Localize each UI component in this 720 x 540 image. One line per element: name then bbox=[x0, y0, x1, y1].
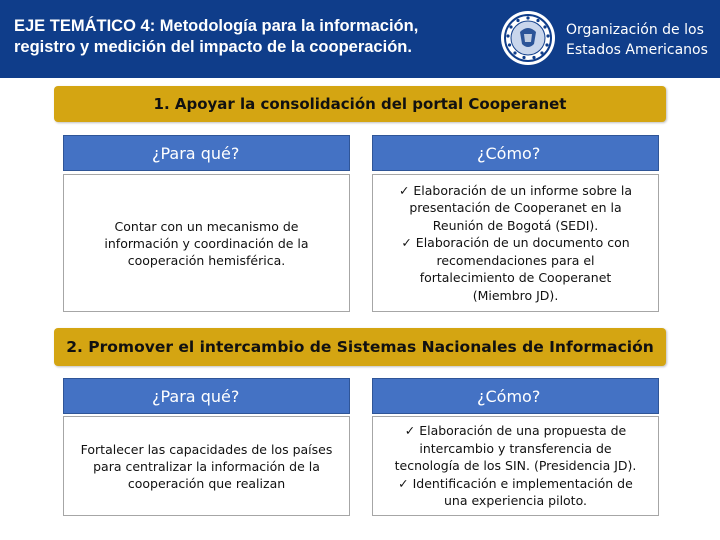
oas-seal-icon bbox=[500, 10, 556, 66]
section-2-para-que-text: Fortalecer las capacidades de los países para centralizar la información de la cooperación que realizan bbox=[80, 441, 333, 491]
section-2-como-item-1: ✓ Elaboración de una propuesta de intercambio y transferencia de tecnología de los SIN. (Presidencia JD). bbox=[394, 423, 637, 474]
section-2-banner: 2. Promover el intercambio de Sistemas Nacionales de Información bbox=[54, 328, 666, 366]
section-2-como-header: ¿Cómo? bbox=[372, 378, 659, 414]
section-1-para-que-text: Contar con un mecanismo de información y coordinación de la cooperación hemisférica. bbox=[104, 218, 309, 268]
org-name-line-2: Estados Americanos bbox=[566, 42, 708, 58]
section-1-como-list bbox=[399, 182, 632, 305]
section-1-como-box bbox=[372, 174, 659, 312]
section-2-como-item-2: ✓ Identificación e implementación de una experiencia piloto. bbox=[398, 475, 633, 509]
section-1-como-item-2: ✓ Elaboración de un documento con recomendaciones para el fortalecimiento de Cooperanet (Miembro JD). bbox=[401, 235, 630, 303]
section-1-para-que-header: ¿Para qué? bbox=[63, 135, 350, 171]
section-1-como-item-1: ✓ Elaboración de un informe sobre la presentación de Cooperanet en la Reunión de Bogotá (SEDI). bbox=[398, 182, 633, 233]
section-2-para-que-box bbox=[63, 416, 350, 516]
org-name-line-1: Organización de los bbox=[566, 22, 704, 38]
section-1-para-que-box bbox=[63, 174, 350, 312]
section-2-para-que-header: ¿Para qué? bbox=[63, 378, 350, 414]
section-1-como-header: ¿Cómo? bbox=[372, 135, 659, 171]
header-bar bbox=[0, 0, 720, 78]
section-2-como-list bbox=[395, 422, 637, 510]
page-title: EJE TEMÁTICO 4: Metodología para la información, registro y medición del impacto de la cooperación. bbox=[14, 17, 419, 56]
section-1-banner: 1. Apoyar la consolidación del portal Cooperanet bbox=[54, 86, 666, 122]
organization-name bbox=[566, 20, 708, 60]
section-2-como-box bbox=[372, 416, 659, 516]
